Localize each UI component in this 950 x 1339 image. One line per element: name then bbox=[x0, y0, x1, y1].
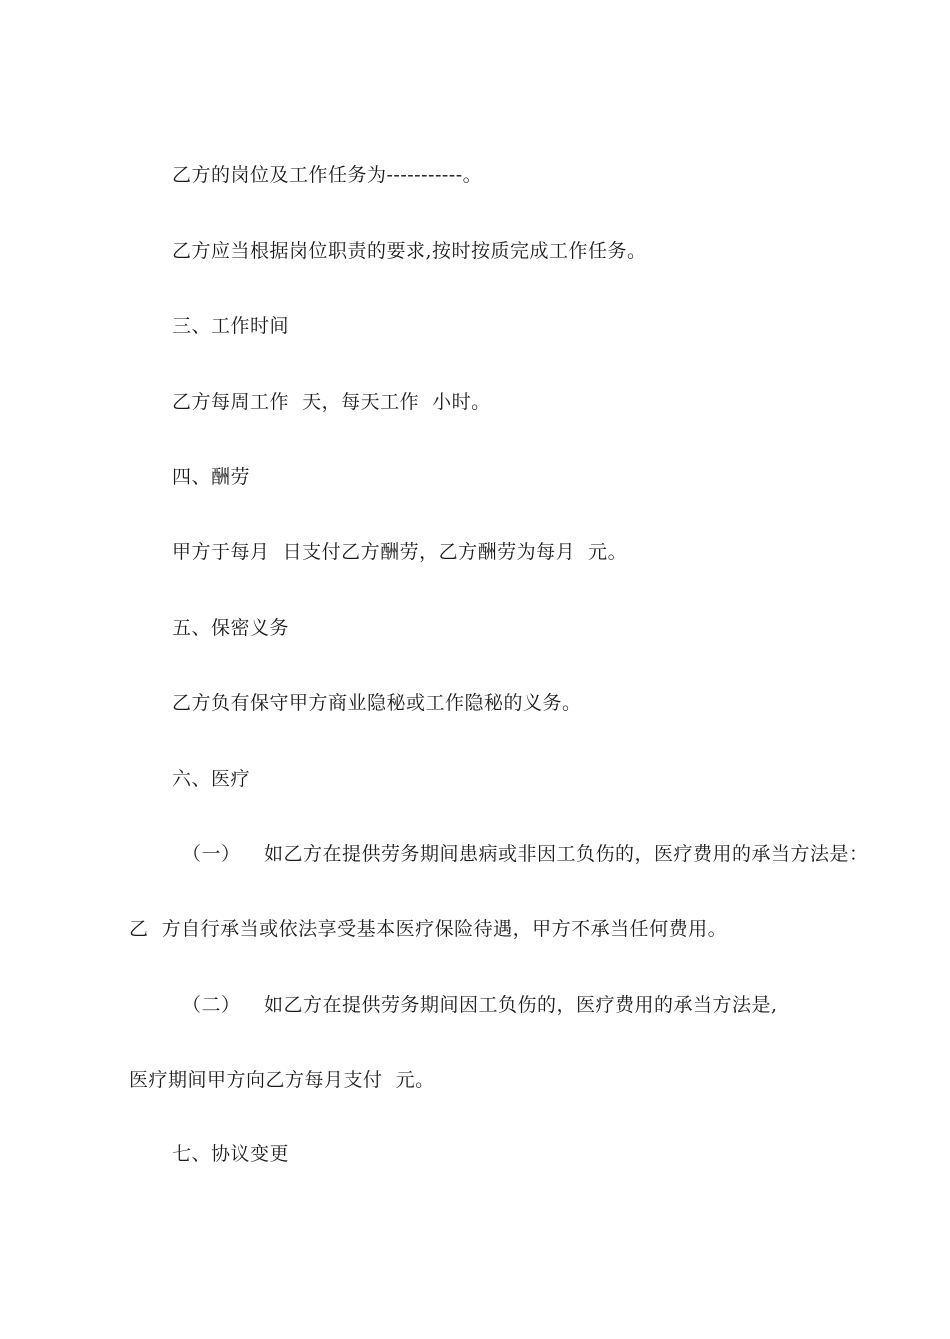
section-heading-confidentiality: 五、保密义务 bbox=[172, 617, 290, 639]
clause-one bbox=[182, 842, 869, 866]
clause-one-continuation: 乙 方自行承当或依法享受基本医疗保险待遇，甲方不承当任何费用。 bbox=[129, 918, 728, 940]
paragraph-work-requirement: 乙方应当根据岗位职责的要求,按时按质完成工作任务。 bbox=[172, 240, 647, 262]
clause-one-marker: （一） bbox=[182, 843, 241, 865]
section-heading-medical: 六、医疗 bbox=[172, 768, 251, 790]
section-heading-work-hours: 三、工作时间 bbox=[172, 315, 290, 337]
section-heading-remuneration: 四、酬劳 bbox=[172, 466, 251, 488]
clause-two-marker: （二） bbox=[182, 994, 241, 1016]
clause-two bbox=[182, 993, 778, 1017]
clause-one-text: 如乙方在提供劳务期间患病或非因工负伤的，医疗费用的承当方法是： bbox=[264, 843, 869, 865]
section-heading-agreement-change: 七、协议变更 bbox=[172, 1143, 290, 1165]
clause-two-text: 如乙方在提供劳务期间因工负伤的，医疗费用的承当方法是, bbox=[264, 994, 778, 1016]
clause-two-continuation: 医疗期间甲方向乙方每月支付 元。 bbox=[129, 1069, 435, 1091]
paragraph-work-hours: 乙方每周工作 天，每天工作 小时。 bbox=[172, 391, 491, 413]
paragraph-remuneration: 甲方于每月 日支付乙方酬劳，乙方酬劳为每月 元。 bbox=[172, 541, 628, 563]
paragraph-confidentiality: 乙方负有保守甲方商业隐秘或工作隐秘的义务。 bbox=[172, 692, 582, 714]
paragraph-job-duties: 乙方的岗位及工作任务为-----------。 bbox=[172, 164, 483, 186]
